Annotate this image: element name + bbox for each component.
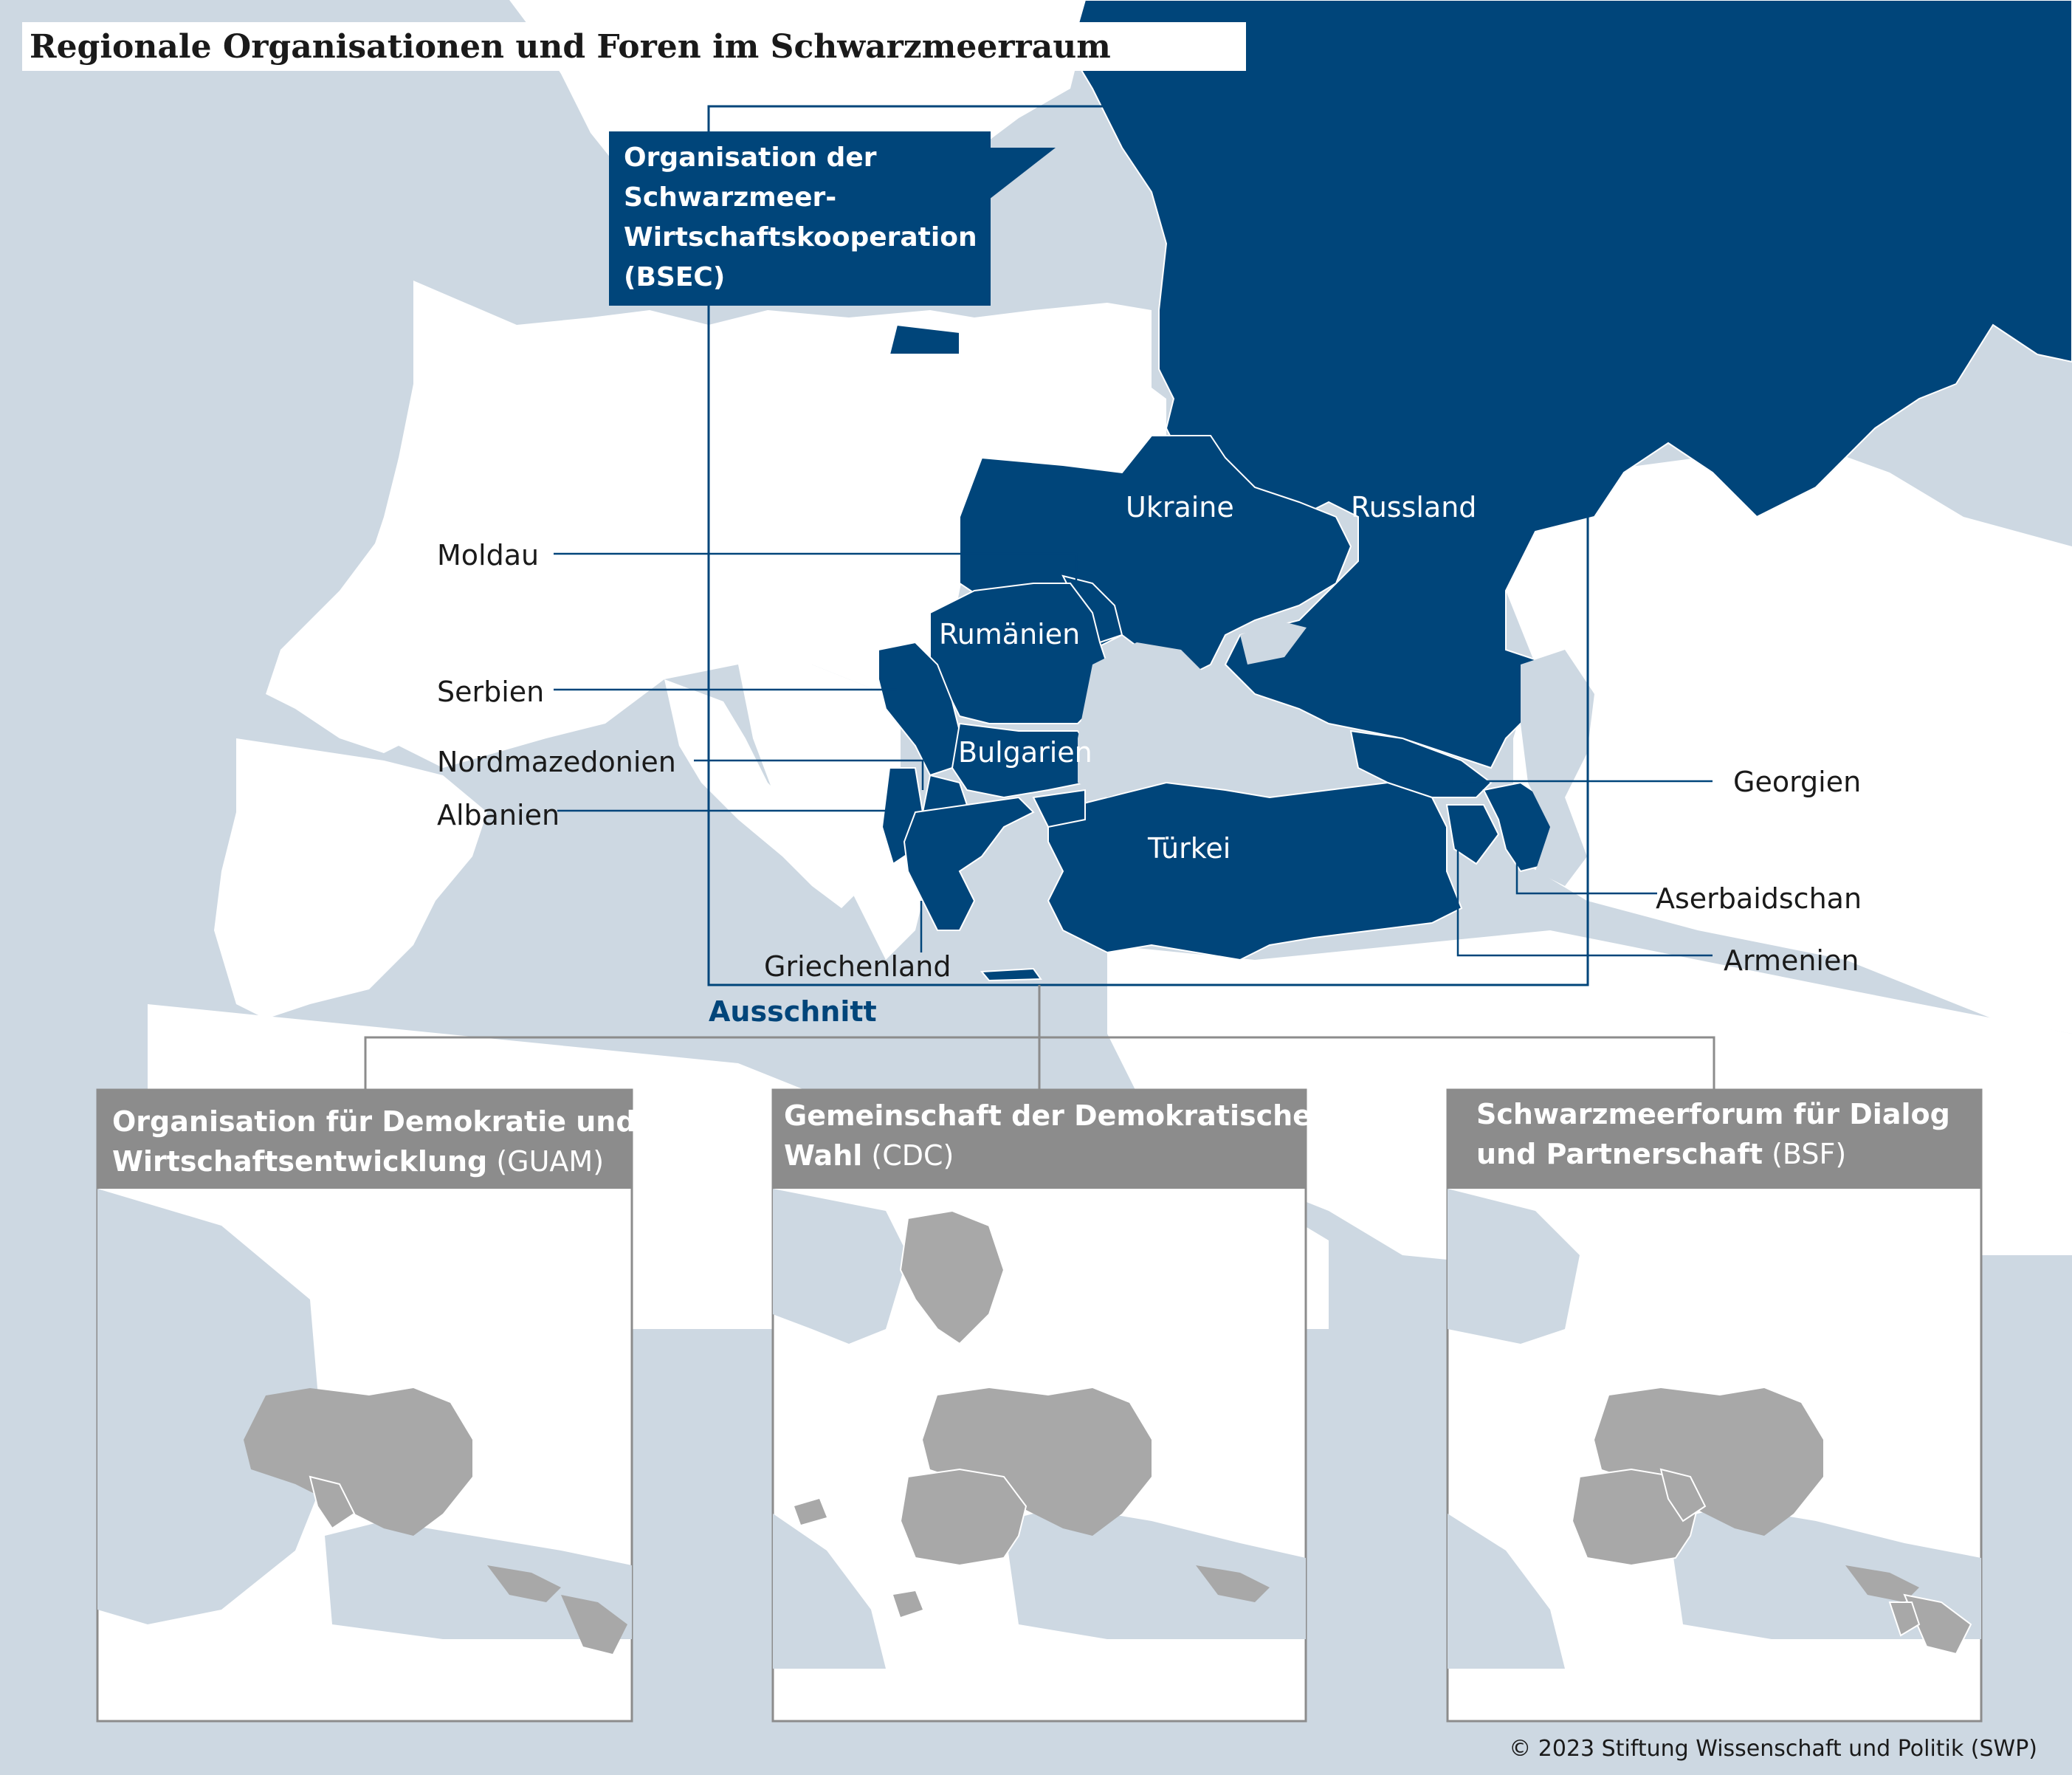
- label-ukraine: Ukraine: [1126, 491, 1234, 523]
- panel-guam-title-space: [487, 1145, 496, 1178]
- panel-bsf-title-bold-2: und Partnerschaft: [1476, 1138, 1763, 1170]
- panel-cdc-title-space: [862, 1139, 871, 1172]
- panel-cdc: [773, 1090, 1332, 1721]
- label-georgien: Georgien: [1733, 766, 1862, 798]
- member-greece: [904, 797, 1033, 930]
- label-bulgarien: Bulgarien: [958, 736, 1092, 769]
- panel-guam-title-line-2: [112, 1145, 604, 1178]
- member-romania: [930, 583, 1107, 724]
- label-russland: Russland: [1351, 491, 1477, 523]
- bsec-label-line-1: Organisation der: [624, 143, 877, 173]
- bsec-label-box: [609, 131, 1056, 306]
- label-aserbaidschan: Aserbaidschan: [1656, 882, 1862, 915]
- panel-guam-title-line-1: [112, 1105, 636, 1138]
- panel-guam: [97, 1090, 636, 1721]
- bsec-label-line-3: Wirtschaftskooperation: [624, 222, 977, 253]
- label-moldau: Moldau: [437, 539, 540, 571]
- member-turkey-thrace: [1033, 790, 1085, 827]
- panel-guam-title-abbr: (GUAM): [496, 1145, 605, 1178]
- panel-bsf-title-space: [1763, 1138, 1772, 1170]
- label-griechenland: Griechenland: [764, 950, 951, 983]
- land-iberia: [214, 738, 487, 1019]
- copyright: © 2023 Stiftung Wissenschaft und Politik (SWP): [1509, 1736, 2037, 1762]
- label-armenien: Armenien: [1724, 944, 1859, 977]
- label-nordmazedonien: Nordmazedonien: [437, 746, 676, 778]
- bsec-label-line-4: (BSEC): [624, 262, 726, 292]
- member-armenia: [1447, 805, 1498, 864]
- panel-guam-title-bold-2: Wirtschaftsentwicklung: [112, 1145, 488, 1178]
- panel-cdc-romania: [901, 1469, 1026, 1565]
- panel-cdc-title-line-2: [784, 1139, 954, 1172]
- panel-bsf: [1448, 1090, 1981, 1721]
- panel-cdc-title-bold-1: Gemeinschaft der Demokratischen: [784, 1099, 1332, 1132]
- panel-bsf-title-abbr: (BSF): [1772, 1138, 1847, 1170]
- panel-cdc-title-abbr: (CDC): [871, 1139, 954, 1172]
- label-rumaenien: Rumänien: [939, 618, 1081, 650]
- panel-guam-title-bold-1: Organisation für Demokratie und: [112, 1105, 636, 1138]
- label-tuerkei: Türkei: [1148, 832, 1231, 865]
- panel-bsf-title-line-2: [1476, 1138, 1846, 1170]
- member-greece-crete: [982, 969, 1041, 981]
- panel-bsf-title-bold-1: Schwarzmeerforum für Dialog: [1476, 1098, 1950, 1130]
- bsec-label-pointer: [989, 148, 1056, 199]
- member-turkey: [1048, 783, 1462, 960]
- inset-caption: Ausschnitt: [709, 995, 877, 1028]
- panel-cdc-title-bold-2: Wahl: [784, 1139, 863, 1172]
- label-albanien: Albanien: [437, 799, 560, 831]
- label-serbien: Serbien: [437, 676, 545, 708]
- panel-bsf-title-line-1: [1476, 1098, 1950, 1130]
- bsec-label-line-2: Schwarzmeer-: [624, 182, 837, 213]
- panel-cdc-title-line-1: [784, 1099, 1332, 1132]
- page-title: Regionale Organisationen und Foren im Schwarzmeerraum: [30, 28, 1111, 66]
